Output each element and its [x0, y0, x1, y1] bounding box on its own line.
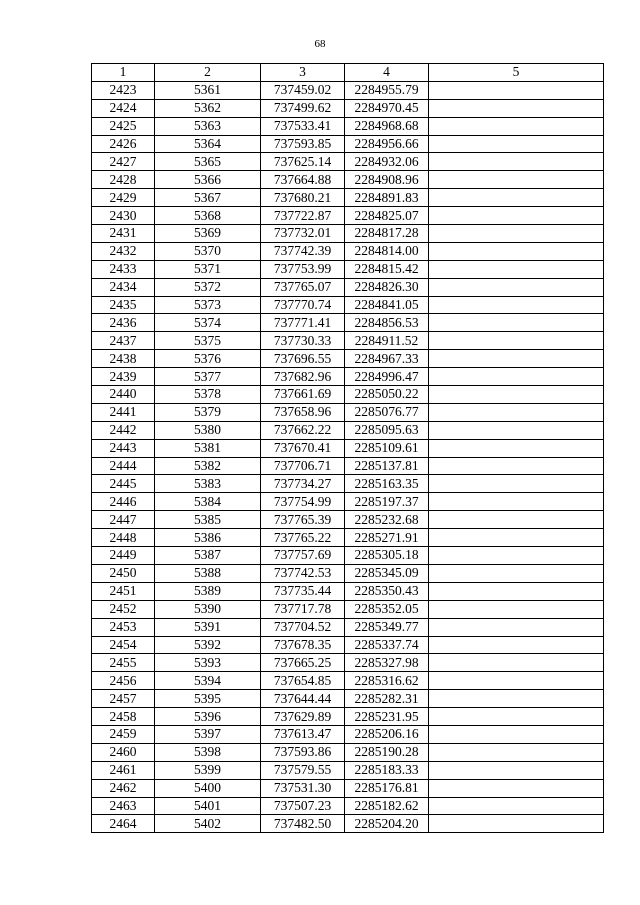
y-coordinate-cell: 2285206.16	[345, 725, 429, 743]
row-number-cell: 2446	[92, 493, 155, 511]
x-coordinate-cell: 737732.01	[261, 225, 345, 243]
table-row	[92, 242, 604, 260]
table-row	[92, 743, 604, 761]
table-row	[92, 260, 604, 278]
x-coordinate-cell: 737722.87	[261, 207, 345, 225]
x-coordinate-cell: 737680.21	[261, 189, 345, 207]
row-number-cell: 2440	[92, 386, 155, 404]
table-row	[92, 171, 604, 189]
x-coordinate-cell: 737670.41	[261, 439, 345, 457]
x-coordinate-cell: 737661.69	[261, 386, 345, 404]
x-coordinate-cell: 737593.85	[261, 135, 345, 153]
row-number-cell: 2428	[92, 171, 155, 189]
note-cell	[429, 797, 604, 815]
column-header-5: 5	[429, 64, 604, 82]
note-cell	[429, 189, 604, 207]
note-cell	[429, 547, 604, 565]
x-coordinate-cell: 737533.41	[261, 117, 345, 135]
point-number-cell: 5369	[155, 225, 261, 243]
note-cell	[429, 761, 604, 779]
table-header	[92, 64, 604, 82]
y-coordinate-cell: 2285271.91	[345, 529, 429, 547]
x-coordinate-cell: 737753.99	[261, 260, 345, 278]
x-coordinate-cell: 737613.47	[261, 725, 345, 743]
note-cell	[429, 81, 604, 99]
x-coordinate-cell: 737579.55	[261, 761, 345, 779]
y-coordinate-cell: 2285352.05	[345, 600, 429, 618]
point-number-cell: 5363	[155, 117, 261, 135]
row-number-cell: 2425	[92, 117, 155, 135]
point-number-cell: 5361	[155, 81, 261, 99]
coordinates-table	[91, 63, 604, 833]
x-coordinate-cell: 737662.22	[261, 421, 345, 439]
table-row	[92, 636, 604, 654]
table-row	[92, 117, 604, 135]
note-cell	[429, 564, 604, 582]
y-coordinate-cell: 2284908.96	[345, 171, 429, 189]
table-row	[92, 618, 604, 636]
x-coordinate-cell: 737459.02	[261, 81, 345, 99]
table-row	[92, 296, 604, 314]
note-cell	[429, 815, 604, 833]
x-coordinate-cell: 737765.39	[261, 511, 345, 529]
note-cell	[429, 99, 604, 117]
y-coordinate-cell: 2285305.18	[345, 547, 429, 565]
row-number-cell: 2432	[92, 242, 155, 260]
x-coordinate-cell: 737730.33	[261, 332, 345, 350]
point-number-cell: 5393	[155, 654, 261, 672]
note-cell	[429, 225, 604, 243]
point-number-cell: 5370	[155, 242, 261, 260]
y-coordinate-cell: 2285137.81	[345, 457, 429, 475]
table-row	[92, 153, 604, 171]
row-number-cell: 2427	[92, 153, 155, 171]
column-header-1: 1	[92, 64, 155, 82]
point-number-cell: 5401	[155, 797, 261, 815]
table-row	[92, 421, 604, 439]
table-row	[92, 332, 604, 350]
point-number-cell: 5367	[155, 189, 261, 207]
y-coordinate-cell: 2284814.00	[345, 242, 429, 260]
table-row	[92, 403, 604, 421]
note-cell	[429, 296, 604, 314]
note-cell	[429, 153, 604, 171]
point-number-cell: 5391	[155, 618, 261, 636]
y-coordinate-cell: 2284932.06	[345, 153, 429, 171]
row-number-cell: 2423	[92, 81, 155, 99]
point-number-cell: 5395	[155, 690, 261, 708]
row-number-cell: 2441	[92, 403, 155, 421]
note-cell	[429, 332, 604, 350]
point-number-cell: 5389	[155, 582, 261, 600]
point-number-cell: 5373	[155, 296, 261, 314]
table-row	[92, 761, 604, 779]
table-row	[92, 350, 604, 368]
y-coordinate-cell: 2285345.09	[345, 564, 429, 582]
x-coordinate-cell: 737678.35	[261, 636, 345, 654]
row-number-cell: 2448	[92, 529, 155, 547]
row-number-cell: 2430	[92, 207, 155, 225]
y-coordinate-cell: 2285282.31	[345, 690, 429, 708]
point-number-cell: 5372	[155, 278, 261, 296]
row-number-cell: 2447	[92, 511, 155, 529]
x-coordinate-cell: 737658.96	[261, 403, 345, 421]
note-cell	[429, 350, 604, 368]
note-cell	[429, 475, 604, 493]
table-row	[92, 189, 604, 207]
row-number-cell: 2462	[92, 779, 155, 797]
table-row	[92, 779, 604, 797]
y-coordinate-cell: 2285327.98	[345, 654, 429, 672]
column-header-2: 2	[155, 64, 261, 82]
y-coordinate-cell: 2285349.77	[345, 618, 429, 636]
y-coordinate-cell: 2284815.42	[345, 260, 429, 278]
note-cell	[429, 207, 604, 225]
point-number-cell: 5380	[155, 421, 261, 439]
x-coordinate-cell: 737706.71	[261, 457, 345, 475]
y-coordinate-cell: 2284856.53	[345, 314, 429, 332]
note-cell	[429, 600, 604, 618]
x-coordinate-cell: 737593.86	[261, 743, 345, 761]
row-number-cell: 2453	[92, 618, 155, 636]
table-row	[92, 99, 604, 117]
y-coordinate-cell: 2284955.79	[345, 81, 429, 99]
y-coordinate-cell: 2284891.83	[345, 189, 429, 207]
x-coordinate-cell: 737654.85	[261, 672, 345, 690]
x-coordinate-cell: 737665.25	[261, 654, 345, 672]
table-row	[92, 457, 604, 475]
row-number-cell: 2434	[92, 278, 155, 296]
row-number-cell: 2437	[92, 332, 155, 350]
table-row	[92, 564, 604, 582]
point-number-cell: 5394	[155, 672, 261, 690]
y-coordinate-cell: 2284967.33	[345, 350, 429, 368]
row-number-cell: 2435	[92, 296, 155, 314]
table-row	[92, 708, 604, 726]
note-cell	[429, 260, 604, 278]
column-header-4: 4	[345, 64, 429, 82]
x-coordinate-cell: 737644.44	[261, 690, 345, 708]
point-number-cell: 5362	[155, 99, 261, 117]
point-number-cell: 5388	[155, 564, 261, 582]
y-coordinate-cell: 2285232.68	[345, 511, 429, 529]
note-cell	[429, 439, 604, 457]
table-row	[92, 207, 604, 225]
row-number-cell: 2429	[92, 189, 155, 207]
y-coordinate-cell: 2285182.62	[345, 797, 429, 815]
row-number-cell: 2454	[92, 636, 155, 654]
x-coordinate-cell: 737771.41	[261, 314, 345, 332]
note-cell	[429, 117, 604, 135]
y-coordinate-cell: 2285109.61	[345, 439, 429, 457]
point-number-cell: 5379	[155, 403, 261, 421]
row-number-cell: 2445	[92, 475, 155, 493]
table-row	[92, 81, 604, 99]
note-cell	[429, 582, 604, 600]
table-body	[92, 81, 604, 832]
table-row	[92, 672, 604, 690]
point-number-cell: 5398	[155, 743, 261, 761]
x-coordinate-cell: 737754.99	[261, 493, 345, 511]
table-row	[92, 368, 604, 386]
x-coordinate-cell: 737735.44	[261, 582, 345, 600]
x-coordinate-cell: 737531.30	[261, 779, 345, 797]
table-row	[92, 439, 604, 457]
x-coordinate-cell: 737704.52	[261, 618, 345, 636]
y-coordinate-cell: 2284968.68	[345, 117, 429, 135]
y-coordinate-cell: 2285163.35	[345, 475, 429, 493]
x-coordinate-cell: 737507.23	[261, 797, 345, 815]
column-header-3: 3	[261, 64, 345, 82]
row-number-cell: 2458	[92, 708, 155, 726]
point-number-cell: 5387	[155, 547, 261, 565]
table-row	[92, 600, 604, 618]
y-coordinate-cell: 2285231.95	[345, 708, 429, 726]
header-row	[92, 64, 604, 82]
note-cell	[429, 708, 604, 726]
note-cell	[429, 672, 604, 690]
table-row	[92, 511, 604, 529]
y-coordinate-cell: 2284825.07	[345, 207, 429, 225]
note-cell	[429, 386, 604, 404]
note-cell	[429, 457, 604, 475]
table-row	[92, 278, 604, 296]
row-number-cell: 2443	[92, 439, 155, 457]
row-number-cell: 2424	[92, 99, 155, 117]
x-coordinate-cell: 737770.74	[261, 296, 345, 314]
row-number-cell: 2457	[92, 690, 155, 708]
y-coordinate-cell: 2284956.66	[345, 135, 429, 153]
y-coordinate-cell: 2285350.43	[345, 582, 429, 600]
note-cell	[429, 368, 604, 386]
note-cell	[429, 743, 604, 761]
y-coordinate-cell: 2285050.22	[345, 386, 429, 404]
y-coordinate-cell: 2284970.45	[345, 99, 429, 117]
note-cell	[429, 654, 604, 672]
y-coordinate-cell: 2284817.28	[345, 225, 429, 243]
point-number-cell: 5383	[155, 475, 261, 493]
row-number-cell: 2459	[92, 725, 155, 743]
y-coordinate-cell: 2285183.33	[345, 761, 429, 779]
point-number-cell: 5402	[155, 815, 261, 833]
point-number-cell: 5378	[155, 386, 261, 404]
row-number-cell: 2439	[92, 368, 155, 386]
point-number-cell: 5371	[155, 260, 261, 278]
note-cell	[429, 636, 604, 654]
x-coordinate-cell: 737629.89	[261, 708, 345, 726]
row-number-cell: 2431	[92, 225, 155, 243]
note-cell	[429, 690, 604, 708]
y-coordinate-cell: 2285204.20	[345, 815, 429, 833]
table-row	[92, 314, 604, 332]
note-cell	[429, 278, 604, 296]
row-number-cell: 2436	[92, 314, 155, 332]
table-row	[92, 386, 604, 404]
y-coordinate-cell: 2285337.74	[345, 636, 429, 654]
y-coordinate-cell: 2285176.81	[345, 779, 429, 797]
y-coordinate-cell: 2284841.05	[345, 296, 429, 314]
table-row	[92, 725, 604, 743]
row-number-cell: 2464	[92, 815, 155, 833]
point-number-cell: 5366	[155, 171, 261, 189]
x-coordinate-cell: 737664.88	[261, 171, 345, 189]
x-coordinate-cell: 737625.14	[261, 153, 345, 171]
x-coordinate-cell: 737742.53	[261, 564, 345, 582]
x-coordinate-cell: 737482.50	[261, 815, 345, 833]
point-number-cell: 5377	[155, 368, 261, 386]
point-number-cell: 5390	[155, 600, 261, 618]
note-cell	[429, 421, 604, 439]
row-number-cell: 2452	[92, 600, 155, 618]
x-coordinate-cell: 737682.96	[261, 368, 345, 386]
table-row	[92, 475, 604, 493]
table-row	[92, 690, 604, 708]
x-coordinate-cell: 737757.69	[261, 547, 345, 565]
point-number-cell: 5365	[155, 153, 261, 171]
y-coordinate-cell: 2285316.62	[345, 672, 429, 690]
point-number-cell: 5382	[155, 457, 261, 475]
point-number-cell: 5384	[155, 493, 261, 511]
table-row	[92, 815, 604, 833]
row-number-cell: 2451	[92, 582, 155, 600]
y-coordinate-cell: 2285190.28	[345, 743, 429, 761]
point-number-cell: 5376	[155, 350, 261, 368]
note-cell	[429, 171, 604, 189]
point-number-cell: 5385	[155, 511, 261, 529]
y-coordinate-cell: 2285095.63	[345, 421, 429, 439]
row-number-cell: 2442	[92, 421, 155, 439]
point-number-cell: 5374	[155, 314, 261, 332]
point-number-cell: 5381	[155, 439, 261, 457]
table-row	[92, 654, 604, 672]
table-row	[92, 582, 604, 600]
row-number-cell: 2460	[92, 743, 155, 761]
note-cell	[429, 511, 604, 529]
row-number-cell: 2450	[92, 564, 155, 582]
note-cell	[429, 529, 604, 547]
table-row	[92, 135, 604, 153]
row-number-cell: 2456	[92, 672, 155, 690]
point-number-cell: 5375	[155, 332, 261, 350]
point-number-cell: 5400	[155, 779, 261, 797]
page-number: 68	[314, 38, 326, 50]
note-cell	[429, 618, 604, 636]
row-number-cell: 2426	[92, 135, 155, 153]
row-number-cell: 2463	[92, 797, 155, 815]
point-number-cell: 5364	[155, 135, 261, 153]
table-row	[92, 797, 604, 815]
x-coordinate-cell: 737734.27	[261, 475, 345, 493]
row-number-cell: 2455	[92, 654, 155, 672]
y-coordinate-cell: 2284996.47	[345, 368, 429, 386]
row-number-cell: 2444	[92, 457, 155, 475]
x-coordinate-cell: 737696.55	[261, 350, 345, 368]
point-number-cell: 5386	[155, 529, 261, 547]
note-cell	[429, 725, 604, 743]
x-coordinate-cell: 737499.62	[261, 99, 345, 117]
point-number-cell: 5399	[155, 761, 261, 779]
note-cell	[429, 779, 604, 797]
point-number-cell: 5397	[155, 725, 261, 743]
point-number-cell: 5392	[155, 636, 261, 654]
x-coordinate-cell: 737765.22	[261, 529, 345, 547]
note-cell	[429, 135, 604, 153]
x-coordinate-cell: 737742.39	[261, 242, 345, 260]
row-number-cell: 2438	[92, 350, 155, 368]
table-row	[92, 493, 604, 511]
point-number-cell: 5368	[155, 207, 261, 225]
row-number-cell: 2461	[92, 761, 155, 779]
note-cell	[429, 493, 604, 511]
y-coordinate-cell: 2284911.52	[345, 332, 429, 350]
x-coordinate-cell: 737765.07	[261, 278, 345, 296]
row-number-cell: 2433	[92, 260, 155, 278]
y-coordinate-cell: 2285197.37	[345, 493, 429, 511]
note-cell	[429, 242, 604, 260]
note-cell	[429, 314, 604, 332]
y-coordinate-cell: 2284826.30	[345, 278, 429, 296]
note-cell	[429, 403, 604, 421]
row-number-cell: 2449	[92, 547, 155, 565]
table-row	[92, 547, 604, 565]
x-coordinate-cell: 737717.78	[261, 600, 345, 618]
y-coordinate-cell: 2285076.77	[345, 403, 429, 421]
point-number-cell: 5396	[155, 708, 261, 726]
table-row	[92, 225, 604, 243]
table-row	[92, 529, 604, 547]
